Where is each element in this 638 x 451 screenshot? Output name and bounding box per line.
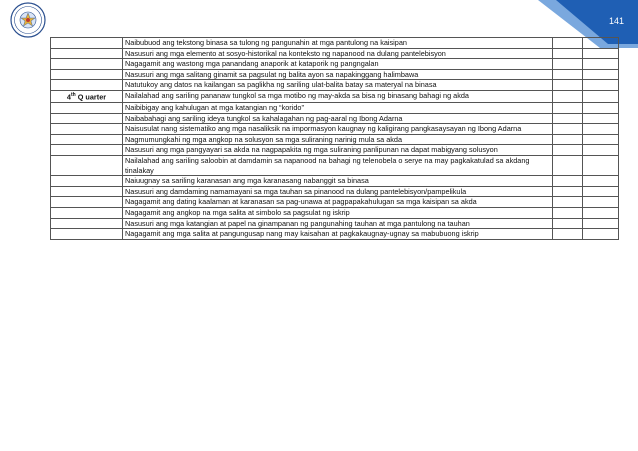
code-cell (553, 145, 583, 156)
quarter-cell (51, 69, 123, 80)
code-cell (553, 124, 583, 135)
competency-text: Nagagamit ang dating kaalaman at karanasan sa pag-unawa at pagpapakahulugan sa mga kaisipan sa akda (123, 197, 553, 208)
competency-text: Nailalahad ang sariling saloobin at damdamin sa napanood na bahagi ng telenobela o serye na may pagkakatulad sa akdang tinalakay (123, 155, 553, 175)
notes-cell (583, 145, 619, 156)
table-row (51, 218, 619, 229)
code-cell (553, 48, 583, 59)
code-cell (553, 113, 583, 124)
notes-cell (583, 207, 619, 218)
table-row (51, 38, 619, 49)
table-row (51, 155, 619, 175)
quarter-cell (51, 59, 123, 70)
quarter-cell (51, 229, 123, 240)
notes-cell (583, 176, 619, 187)
competency-text: Nasusuri ang mga elemento at sosyo-historikal na konteksto ng napanood na dulang pantelebisyon (123, 48, 553, 59)
table-row (51, 145, 619, 156)
table-row (51, 124, 619, 135)
table-row (51, 48, 619, 59)
code-cell (553, 69, 583, 80)
notes-cell (583, 69, 619, 80)
quarter-word: Q uarter (75, 92, 107, 102)
code-cell (553, 197, 583, 208)
table-row (51, 176, 619, 187)
competency-text: Naiuugnay sa sariling karanasan ang mga karanasang nabanggit sa binasa (123, 176, 553, 187)
notes-cell (583, 186, 619, 197)
table-row (51, 197, 619, 208)
competency-text: Nasusuri ang mga pangyayari sa akda na nagpapakita ng mga suliraning panlipunan na dapat mabigyang solusyon (123, 145, 553, 156)
notes-cell (583, 197, 619, 208)
quarter-cell (51, 155, 123, 175)
code-cell (553, 38, 583, 49)
table-row (51, 113, 619, 124)
quarter-cell (51, 197, 123, 208)
quarter-cell (51, 186, 123, 197)
notes-cell (583, 38, 619, 49)
code-cell (553, 155, 583, 175)
code-cell (553, 134, 583, 145)
code-cell (553, 186, 583, 197)
competency-text: Nailalahad ang sariling pananaw tungkol sa mga motibo ng may-akda sa bisa ng binasang bahagi ng akda (123, 90, 553, 102)
code-cell (553, 102, 583, 113)
code-cell (553, 218, 583, 229)
table-row (51, 207, 619, 218)
quarter-cell (51, 134, 123, 145)
quarter-cell (51, 48, 123, 59)
quarter-cell (51, 176, 123, 187)
table-row (51, 134, 619, 145)
quarter-cell (51, 80, 123, 91)
table-row (51, 69, 619, 80)
notes-cell (583, 229, 619, 240)
code-cell (553, 229, 583, 240)
competency-text: Nasusuri ang mga salitang ginamit sa pagsulat ng balita ayon sa napakinggang halimbawa (123, 69, 553, 80)
competency-text: Nagagamit ang mga salita at pangungusap nang may kaisahan at pagkakaugnay-ugnay sa mabubuong iskrip (123, 229, 553, 240)
code-cell (553, 176, 583, 187)
competency-text: Naibibigay ang kahulugan at mga katangian ng “korido” (123, 102, 553, 113)
table-row (51, 186, 619, 197)
notes-cell (583, 155, 619, 175)
code-cell (553, 207, 583, 218)
table-row (51, 90, 619, 102)
competency-text: Nasusuri ang damdaming namamayani sa mga tauhan sa pinanood na dulang pantelebisyon/pampelikula (123, 186, 553, 197)
competency-text: Nagagamit ang angkop na mga salita at simbolo sa pagsulat ng iskrip (123, 207, 553, 218)
notes-cell (583, 134, 619, 145)
competency-text: Nagmumungkahi ng mga angkop na solusyon sa mga suliraning narinig mula sa akda (123, 134, 553, 145)
quarter-label (51, 90, 123, 102)
table-row (51, 229, 619, 240)
quarter-cell (51, 207, 123, 218)
competency-text: Nasusuri ang mga katangian at papel na ginampanan ng pangunahing tauhan at mga pantulong na tauhan (123, 218, 553, 229)
quarter-cell (51, 218, 123, 229)
quarter-cell (51, 124, 123, 135)
competency-text: Naibubuod ang tekstong binasa sa tulong ng pangunahin at mga pantulong na kaisipan (123, 38, 553, 49)
notes-cell (583, 90, 619, 102)
competency-text: Naisusulat nang sistematiko ang mga nasaliksik na impormasyon kaugnay ng kaligirang pangkasaysayan ng Ibong Adarna (123, 124, 553, 135)
notes-cell (583, 218, 619, 229)
competency-table (50, 37, 619, 240)
competency-text: Naibabahagi ang sariling ideya tungkol sa kahalagahan ng pag-aaral ng Ibong Adarna (123, 113, 553, 124)
notes-cell (583, 48, 619, 59)
table-row (51, 80, 619, 91)
quarter-suffix: th (70, 91, 76, 98)
code-cell (553, 90, 583, 102)
table-row (51, 59, 619, 70)
notes-cell (583, 59, 619, 70)
quarter-ordinal: 4 (66, 92, 71, 102)
notes-cell (583, 113, 619, 124)
notes-cell (583, 124, 619, 135)
notes-cell (583, 80, 619, 91)
quarter-cell (51, 145, 123, 156)
competency-text: Nagagamit ang wastong mga panandang anaporik at kataporik ng pangngalan (123, 59, 553, 70)
table-row (51, 102, 619, 113)
quarter-cell (51, 38, 123, 49)
quarter-cell (51, 113, 123, 124)
quarter-cell (51, 102, 123, 113)
code-cell (553, 59, 583, 70)
notes-cell (583, 102, 619, 113)
page-number: 141 (608, 16, 624, 26)
competency-text: Natutukoy ang datos na kailangan sa paglikha ng sariling ulat-balita batay sa materyal na binasa (123, 80, 553, 91)
deped-seal-logo (10, 2, 46, 38)
code-cell (553, 80, 583, 91)
